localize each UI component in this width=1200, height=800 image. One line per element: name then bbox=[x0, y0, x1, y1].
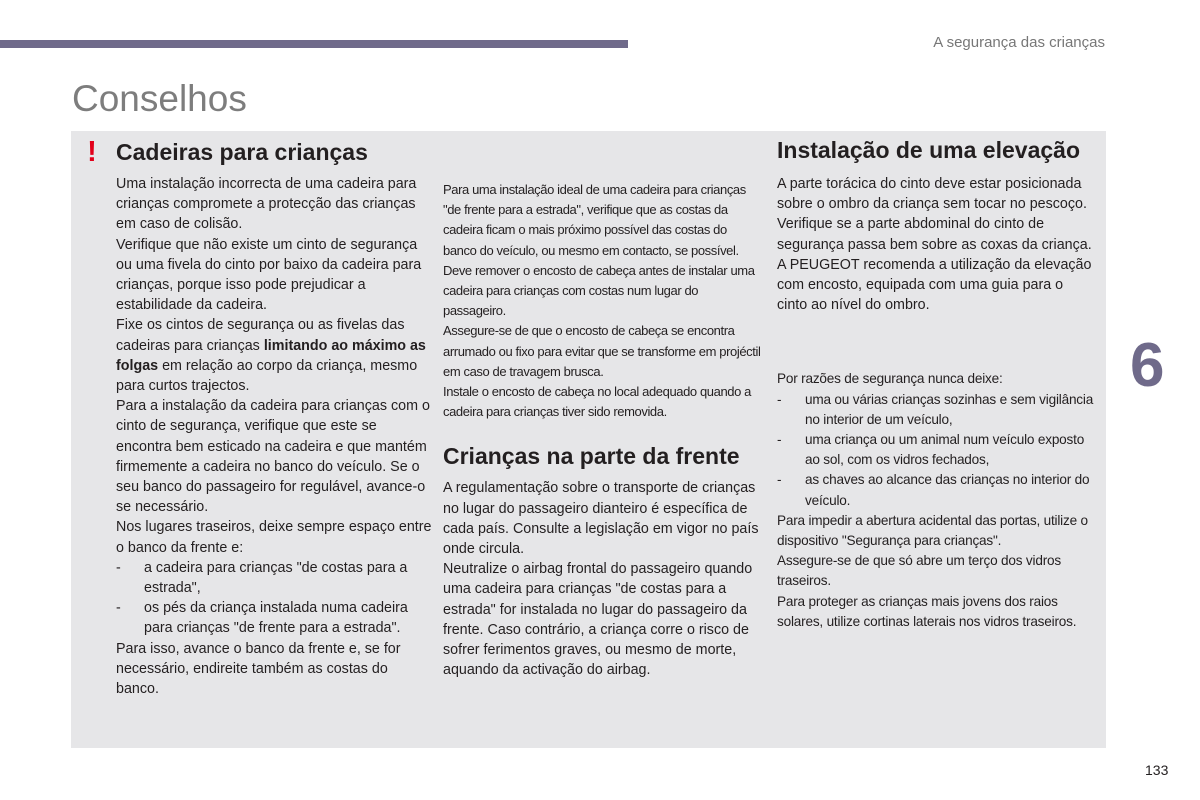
paragraph: Por razões de segurança nunca deixe: bbox=[777, 371, 1003, 387]
paragraph: Para proteger as crianças mais jovens dos raios solares, utilize cortinas laterais nos vidros traseiros. bbox=[777, 593, 1077, 629]
text-run: Fixe os cintos de segurança ou as fivelas das cadeiras para crianças bbox=[116, 317, 405, 354]
paragraph: Para uma instalação ideal de uma cadeira para crianças "de frente para a estrada", verifique que as costas da cadeira ficam o mais próximo possível das costas do banco do veículo, ou mesmo em contacto, se possível. bbox=[443, 182, 746, 258]
paragraph: Instale o encosto de cabeça no local adequado quando a cadeira para crianças tiver sido removida. bbox=[443, 384, 751, 420]
heading-front-seat: Crianças na parte da frente bbox=[443, 443, 740, 470]
paragraph: Neutralize o airbag frontal do passageiro quando uma cadeira para crianças "de costas para a estrada" for instalada no lugar do passageiro da frente. Caso contrário, a criança corre o risco de sofrer ferimentos graves, ou mesmo de morte, aquando da activação do airbag. bbox=[443, 561, 753, 679]
paragraph: A PEUGEOT recomenda a utilização da elevação com encosto, equipada com uma guia para o cinto ao nível do ombro. bbox=[777, 256, 1092, 314]
heading-child-seats: Cadeiras para crianças bbox=[116, 139, 368, 165]
rear-seat-list bbox=[116, 558, 434, 639]
paragraph: Deve remover o encosto de cabeça antes de instalar uma cadeira para crianças com costas num lugar do passageiro. bbox=[443, 262, 755, 319]
header-accent-bar bbox=[0, 40, 628, 48]
paragraph: A regulamentação sobre o transporte de crianças no lugar do passageiro dianteiro é específica de cada país. Consulte a legislação em vigor no país onde circula. bbox=[443, 480, 759, 558]
paragraph: A parte torácica do cinto deve estar posicionada sobre o ombro da criança sem tocar no pescoço. bbox=[777, 176, 1087, 213]
never-leave-list bbox=[777, 390, 1095, 511]
list-item: - uma ou várias crianças sozinhas e sem vigilância no interior de um veículo, bbox=[777, 391, 1094, 427]
paragraph: Para a instalação da cadeira para crianças com o cinto de segurança, verifique que este se encontra bem esticado na cadeira e que mantém firmemente a cadeira no banco do veículo. Se o seu banco do passageiro for regulável, avance-o se necessário. bbox=[116, 398, 430, 516]
column-booster bbox=[777, 138, 1095, 632]
exclamation-icon: ! bbox=[87, 136, 97, 168]
list-item: - uma criança ou um animal num veículo exposto ao sol, com os vidros fechados, bbox=[777, 432, 1085, 468]
bold-text: limitando ao máximo as folgas bbox=[116, 337, 426, 374]
paragraph: Verifique se a parte abdominal do cinto de segurança passa bem sobre as coxas da criança. bbox=[777, 216, 1092, 253]
paragraph: Nos lugares traseiros, deixe sempre espaço entre o banco da frente e: bbox=[116, 519, 432, 556]
paragraph: Assegure-se de que só abre um terço dos vidros traseiros. bbox=[777, 553, 1061, 589]
heading-booster: Instalação de uma elevação bbox=[777, 137, 1080, 163]
list-item: - os pés da criança instalada numa cadeira para crianças "de frente para a estrada". bbox=[116, 600, 408, 637]
chapter-number: 6 bbox=[1130, 331, 1165, 400]
text-run: em relação ao corpo da criança, mesmo para curtos trajectos. bbox=[116, 357, 418, 395]
column-front-seat bbox=[443, 180, 761, 680]
page-number: 133 bbox=[1145, 762, 1169, 778]
page-title: Conselhos bbox=[72, 78, 247, 119]
list-item: - as chaves ao alcance das crianças no interior do veículo. bbox=[777, 472, 1090, 508]
paragraph: Para impedir a abertura acidental das portas, utilize o dispositivo "Segurança para crianças". bbox=[777, 512, 1088, 549]
paragraph: Para isso, avance o banco da frente e, se for necessário, endireite também as costas do banco. bbox=[116, 640, 401, 698]
section-title: A segurança das crianças bbox=[933, 34, 1105, 51]
paragraph: Uma instalação incorrecta de uma cadeira para crianças compromete a protecção das crianças em caso de colisão. bbox=[116, 176, 417, 233]
column-child-seats bbox=[116, 140, 434, 699]
paragraph: Verifique que não existe um cinto de segurança ou uma fivela do cinto por baixo da cadeira para crianças, porque isso pode prejudicar a estabilidade da cadeira. bbox=[116, 236, 422, 314]
paragraph bbox=[116, 315, 434, 396]
paragraph: Assegure-se de que o encosto de cabeça se encontra arrumado ou fixo para evitar que se transforme em projéctil em caso de travagem brusca. bbox=[443, 323, 761, 379]
list-item: - a cadeira para crianças "de costas para a estrada", bbox=[116, 559, 408, 597]
